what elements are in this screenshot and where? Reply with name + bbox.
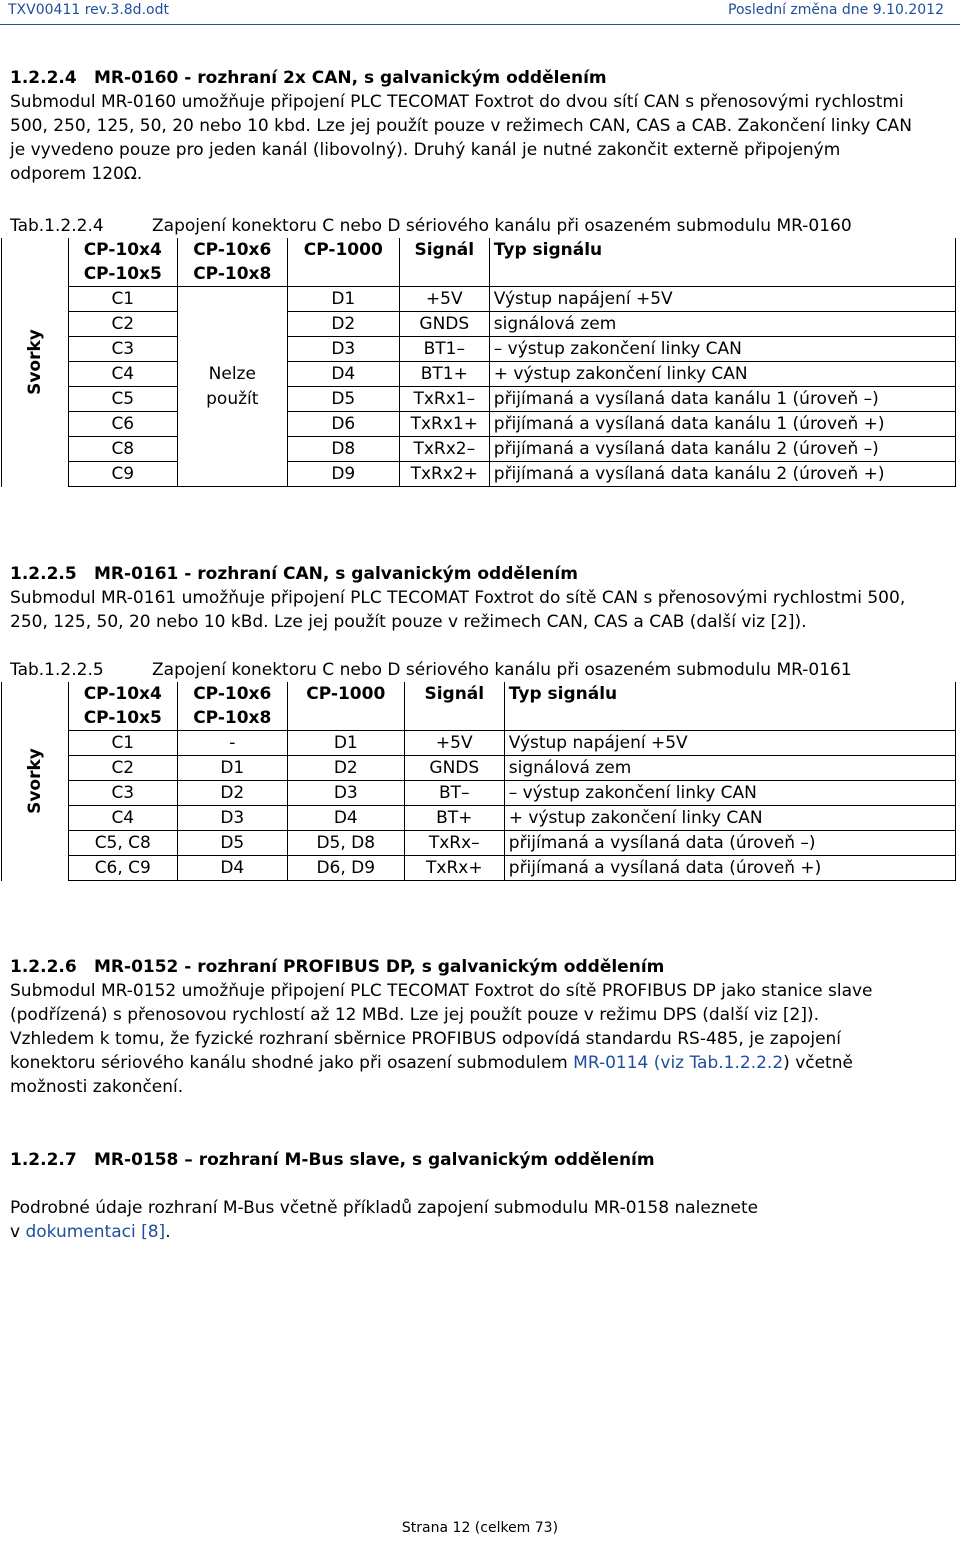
table-cell: D6, D9	[287, 856, 404, 881]
section-title: MR-0158 – rozhraní M-Bus slave, s galvanickým oddělením	[94, 1150, 655, 1170]
table-row	[2, 287, 956, 312]
section-number: 1.2.2.7	[10, 1150, 77, 1170]
header-cell: CP-10x6	[177, 238, 287, 262]
header-cell: CP-1000	[287, 238, 399, 262]
table-cell: C3	[68, 781, 177, 806]
document-id: TXV00411 rev.3.8d.odt	[8, 2, 169, 18]
table-cell: Výstup napájení +5V	[489, 287, 955, 312]
table-cell: TxRx+	[404, 856, 504, 881]
table-cell: D8	[287, 437, 399, 462]
table-cell: GNDS	[404, 756, 504, 781]
table-cell: D3	[177, 806, 287, 831]
page-number: Strana 12 (celkem 73)	[401, 1520, 559, 1536]
paragraph-line: (podřízená) s přenosovou rychlostí až 12 MBd. Lze jej použít pouze v režimu DPS (další viz [2]).	[10, 1005, 820, 1025]
table-cell: BT1–	[399, 337, 489, 362]
table-cell: D4	[287, 362, 399, 387]
table-cell: +5V	[404, 731, 504, 756]
table-cell: GNDS	[399, 312, 489, 337]
header-cell: Signál	[399, 238, 489, 262]
table-cell: přijímaná a vysílaná data (úroveň –)	[504, 831, 955, 856]
table-cell: BT+	[404, 806, 504, 831]
paragraph-line	[10, 1051, 950, 1075]
section-number: 1.2.2.5	[10, 564, 77, 584]
section-title: MR-0161 - rozhraní CAN, s galvanickým oddělením	[94, 564, 578, 584]
header-cell: CP-10x4	[68, 238, 177, 262]
paragraph-line: Submodul MR-0160 umožňuje připojení PLC TECOMAT Foxtrot do dvou sítí CAN s přenosovými rychlostmi	[10, 92, 904, 112]
table-cell: signálová zem	[504, 756, 955, 781]
table-header-row	[2, 706, 956, 731]
table-cell: D1	[287, 731, 404, 756]
text-run: .	[165, 1222, 171, 1242]
paragraph-line: 250, 125, 50, 20 nebo 10 kBd. Lze jej použít pouze v režimech CAN, CAS a CAB (další viz [2]).	[10, 612, 807, 632]
table-cell: D5	[287, 387, 399, 412]
table-row	[2, 362, 956, 387]
table-cell: C4	[68, 362, 177, 387]
table-row	[2, 312, 956, 337]
paragraph-line: odporem 120Ω.	[10, 164, 143, 184]
table-cell	[177, 437, 287, 462]
pinout-table-mr-0160	[1, 238, 956, 487]
table-cell	[177, 462, 287, 487]
table-cell	[177, 287, 287, 312]
section-paragraph	[10, 586, 950, 634]
side-label-cell	[2, 238, 69, 487]
table-cell: D1	[177, 756, 287, 781]
table-cell: D4	[287, 806, 404, 831]
table-cell	[177, 337, 287, 362]
section-paragraph	[10, 1196, 950, 1244]
table-row	[2, 806, 956, 831]
table-cell: přijímaná a vysílaná data kanálu 2 (úroveň +)	[489, 462, 955, 487]
table-cell: +5V	[399, 287, 489, 312]
section-heading-1.2.2.7	[10, 1148, 655, 1172]
section-number: 1.2.2.6	[10, 957, 77, 977]
merged-cell-line: Nelze	[177, 362, 287, 387]
table-cell: BT1+	[399, 362, 489, 387]
section-heading-1.2.2.5	[10, 562, 578, 586]
header-cell: Typ signálu	[489, 238, 955, 262]
table-cell: D3	[287, 337, 399, 362]
table-cell: D2	[287, 312, 399, 337]
table-cell: přijímaná a vysílaná data kanálu 2 (úroveň –)	[489, 437, 955, 462]
section-paragraph	[10, 979, 950, 1099]
side-label-cell	[2, 682, 69, 881]
section-heading-1.2.2.4	[10, 66, 607, 90]
table-cell: TxRx2–	[399, 437, 489, 462]
table-cell: Výstup napájení +5V	[504, 731, 955, 756]
paragraph-line: možnosti zakončení.	[10, 1077, 184, 1097]
table-cell: C8	[68, 437, 177, 462]
table-row	[2, 387, 956, 412]
table-cell: D4	[177, 856, 287, 881]
table-cell	[177, 312, 287, 337]
table-row	[2, 462, 956, 487]
table-cell: signálová zem	[489, 312, 955, 337]
table-row	[2, 781, 956, 806]
table-header-row	[2, 682, 956, 706]
table-row	[2, 831, 956, 856]
table-row	[2, 856, 956, 881]
table-cell: D5	[177, 831, 287, 856]
table-cell: D5, D8	[287, 831, 404, 856]
table-cell: C5	[68, 387, 177, 412]
table-cell: C5, C8	[68, 831, 177, 856]
table-cell: D6	[287, 412, 399, 437]
header-cell: CP-10x5	[68, 706, 177, 731]
paragraph-line	[10, 1220, 950, 1244]
header-cell: CP-10x5	[68, 262, 177, 287]
table-cell: přijímaná a vysílaná data kanálu 1 (úroveň –)	[489, 387, 955, 412]
table-caption-text: Zapojení konektoru C nebo D sériového kanálu při osazeném submodulu MR-0161	[152, 660, 852, 680]
header-cell: CP-10x6	[177, 682, 287, 706]
table-number: Tab.1.2.2.4	[10, 216, 104, 236]
table-cell: TxRx2+	[399, 462, 489, 487]
section-title: MR-0160 - rozhraní 2x CAN, s galvanickým oddělením	[94, 68, 607, 88]
table-cell: přijímaná a vysílaná data (úroveň +)	[504, 856, 955, 881]
paragraph-line: Vzhledem k tomu, že fyzické rozhraní sběrnice PROFIBUS odpovídá standardu RS-485, je zapojení	[10, 1029, 842, 1049]
table-row	[2, 731, 956, 756]
header-cell	[404, 706, 504, 731]
table-cell: TxRx–	[404, 831, 504, 856]
text-run: v	[10, 1222, 26, 1242]
table-caption	[10, 214, 852, 238]
merged-cell-line: použít	[177, 387, 287, 412]
table-row	[2, 412, 956, 437]
table-cell: D2	[177, 781, 287, 806]
table-cell: C2	[68, 312, 177, 337]
section-heading-1.2.2.6	[10, 955, 664, 979]
table-cell	[177, 412, 287, 437]
table-cell: C3	[68, 337, 177, 362]
table-row	[2, 437, 956, 462]
table-cell: C1	[68, 287, 177, 312]
documentation-link[interactable]: dokumentaci [8]	[25, 1222, 166, 1242]
table-row	[2, 756, 956, 781]
table-header-row	[2, 238, 956, 262]
table-cell: -	[177, 731, 287, 756]
table-reference-link[interactable]: MR-0114 (viz Tab.1.2.2.2	[573, 1053, 784, 1073]
paragraph-line: 500, 250, 125, 50, 20 nebo 10 kbd. Lze jej použít pouze v režimech CAN, CAS a CAB. Zakončení linky CAN	[10, 116, 912, 136]
table-cell: C1	[68, 731, 177, 756]
table-cell: C4	[68, 806, 177, 831]
last-change-date: Poslední změna dne 9.10.2012	[728, 2, 944, 18]
table-cell: + výstup zakončení linky CAN	[504, 806, 955, 831]
section-number: 1.2.2.4	[10, 68, 77, 88]
header-cell	[287, 706, 404, 731]
header-cell: Typ signálu	[504, 682, 955, 706]
table-cell: C9	[68, 462, 177, 487]
table-cell: přijímaná a vysílaná data kanálu 1 (úroveň +)	[489, 412, 955, 437]
table-cell: BT–	[404, 781, 504, 806]
table-cell: D2	[287, 756, 404, 781]
table-cell: C6	[68, 412, 177, 437]
table-cell: D1	[287, 287, 399, 312]
header-cell: CP-10x8	[177, 706, 287, 731]
header-cell	[287, 262, 399, 287]
header-divider	[0, 24, 960, 25]
table-cell: C6, C9	[68, 856, 177, 881]
header-cell	[399, 262, 489, 287]
table-cell: D3	[287, 781, 404, 806]
pinout-table-mr-0161	[1, 682, 956, 881]
header-cell: CP-10x4	[68, 682, 177, 706]
table-cell: TxRx1+	[399, 412, 489, 437]
text-run: ) včetně	[783, 1053, 853, 1073]
table-cell: TxRx1–	[399, 387, 489, 412]
paragraph-line: Podrobné údaje rozhraní M-Bus včetně příkladů zapojení submodulu MR-0158 naleznete	[10, 1198, 759, 1218]
table-cell: – výstup zakončení linky CAN	[504, 781, 955, 806]
side-label: Svorky	[24, 329, 45, 396]
table-caption-text: Zapojení konektoru C nebo D sériového kanálu při osazeném submodulu MR-0160	[152, 216, 852, 236]
paragraph-line: Submodul MR-0161 umožňuje připojení PLC TECOMAT Foxtrot do sítě CAN s přenosovými rychlostmi 500,	[10, 588, 906, 608]
table-cell: C2	[68, 756, 177, 781]
table-cell: – výstup zakončení linky CAN	[489, 337, 955, 362]
header-cell: CP-10x8	[177, 262, 287, 287]
side-label: Svorky	[24, 748, 45, 815]
section-paragraph	[10, 90, 950, 186]
table-number: Tab.1.2.2.5	[10, 660, 104, 680]
text-run: konektoru sériového kanálu shodné jako při osazení submodulem	[10, 1053, 574, 1073]
table-cell: + výstup zakončení linky CAN	[489, 362, 955, 387]
table-caption	[10, 658, 852, 682]
section-title: MR-0152 - rozhraní PROFIBUS DP, s galvanickým oddělením	[94, 957, 665, 977]
header-cell: Signál	[404, 682, 504, 706]
header-cell	[504, 706, 955, 731]
paragraph-line: Submodul MR-0152 umožňuje připojení PLC TECOMAT Foxtrot do sítě PROFIBUS DP jako stanice slave	[10, 981, 873, 1001]
table-header-row	[2, 262, 956, 287]
table-row	[2, 337, 956, 362]
table-cell: D9	[287, 462, 399, 487]
header-cell: CP-1000	[287, 682, 404, 706]
header-cell	[489, 262, 955, 287]
paragraph-line: je vyvedeno pouze pro jeden kanál (libovolný). Druhý kanál je nutné zakončit externě připojeným	[10, 140, 841, 160]
